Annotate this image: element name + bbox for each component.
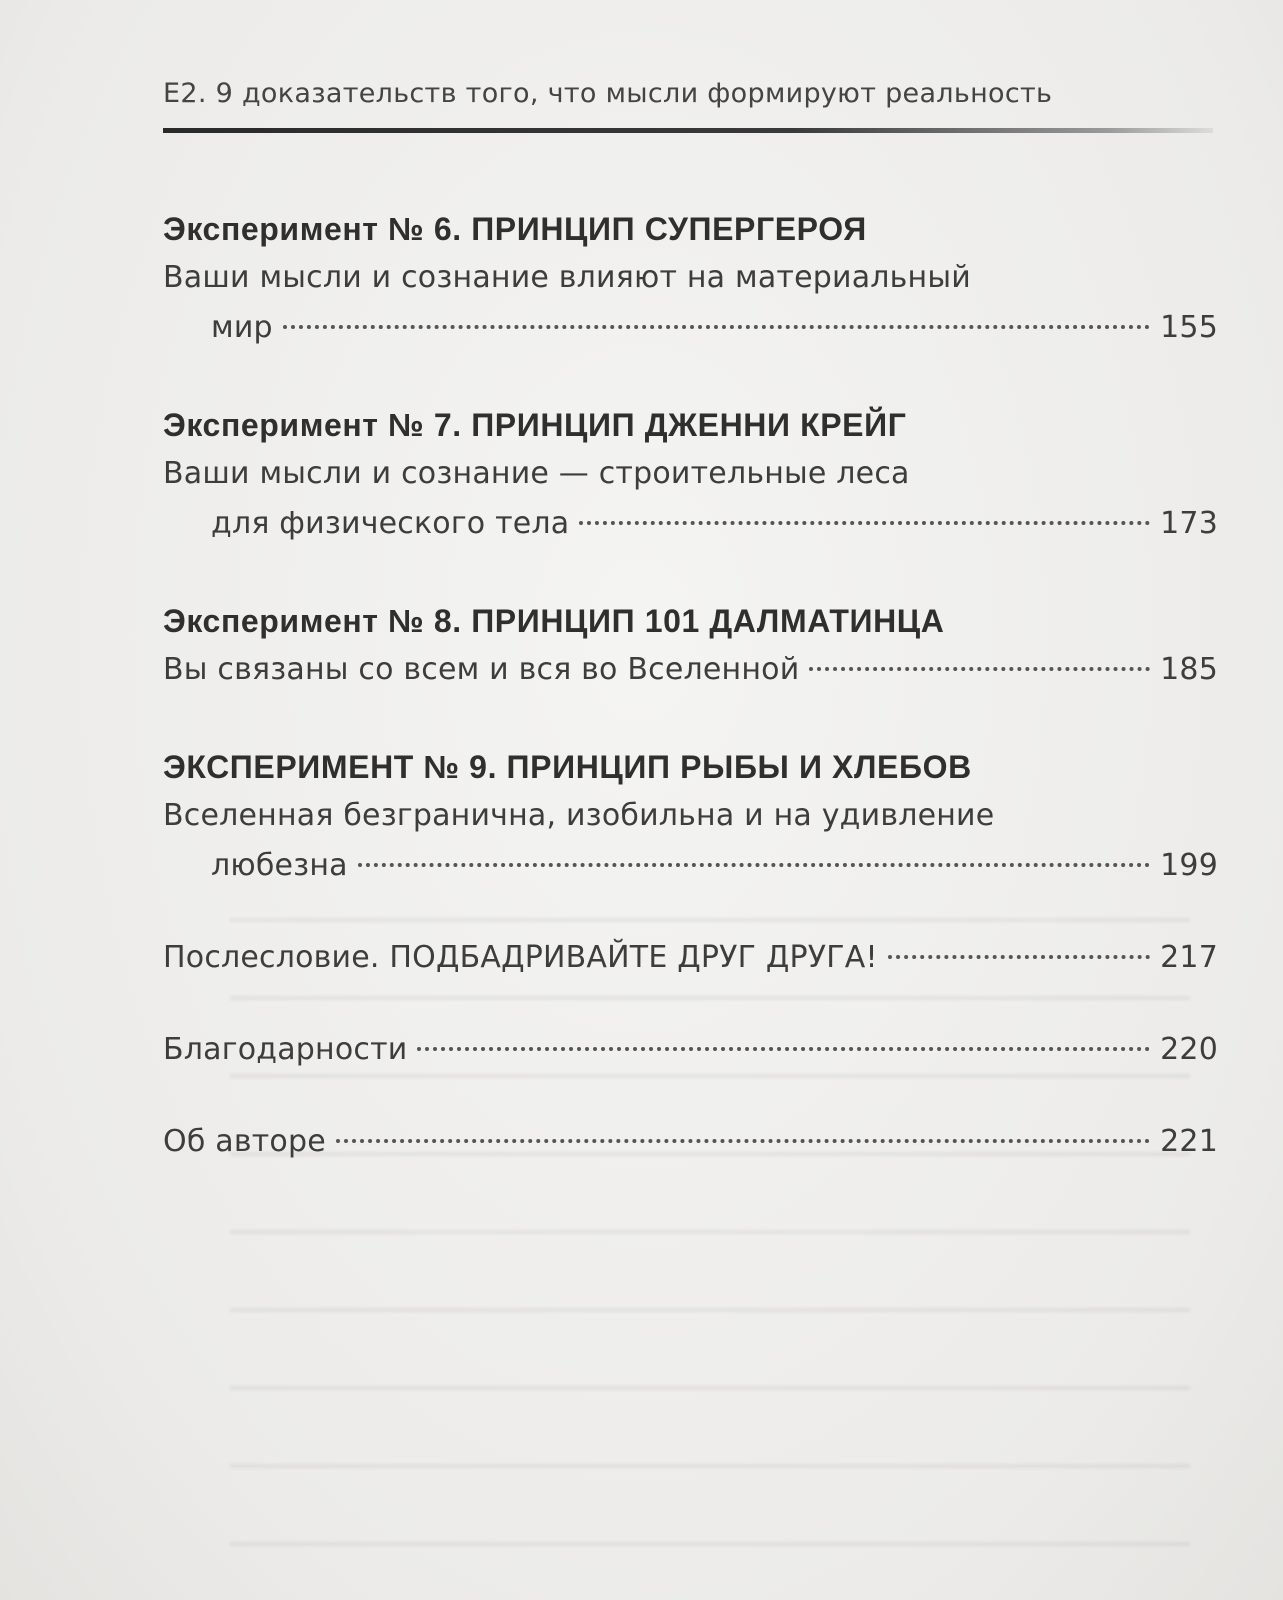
dot-leader — [358, 863, 1150, 867]
page-number: 221 — [1160, 1124, 1218, 1159]
toc-entry-subtitle-cont: для физического тела — [211, 506, 570, 541]
running-head: Е2. 9 доказательств того, что мысли формируют реальность — [163, 78, 1053, 109]
toc-entry-label: Послесловие. ПОДБАДРИВАЙТЕ ДРУГ ДРУГА! — [163, 940, 878, 975]
toc-entry-line — [163, 645, 1218, 695]
page-number: 217 — [1160, 940, 1218, 975]
toc-entry-line — [163, 1025, 1218, 1075]
page-number: 220 — [1160, 1032, 1218, 1067]
toc-entry-line — [163, 303, 1218, 353]
toc-entry-subtitle-cont: любезна — [211, 848, 348, 883]
dot-leader — [579, 521, 1150, 525]
dot-leader — [888, 955, 1150, 959]
toc-entry-line — [163, 499, 1218, 549]
toc-entry-title: Эксперимент № 7. ПРИНЦИП ДЖЕННИ КРЕЙГ — [163, 407, 907, 443]
toc-entry-subtitle: Вселенная безгранична, изобильна и на удивление — [163, 798, 995, 833]
toc-entry-subtitle: Вы связаны со всем и вся во Вселенной — [163, 652, 800, 687]
toc-entry-subtitle: Ваши мысли и сознание влияют на материальный — [163, 260, 971, 295]
toc-entry-label: Благодарности — [163, 1032, 408, 1067]
page-number: 185 — [1160, 652, 1218, 687]
page-number: 199 — [1160, 848, 1218, 883]
toc-entry-title: ЭКСПЕРИМЕНТ № 9. ПРИНЦИП РЫБЫ И ХЛЕБОВ — [163, 749, 972, 785]
toc-entry-line — [163, 1117, 1218, 1167]
table-of-contents — [163, 205, 1218, 1167]
dot-leader — [417, 1047, 1150, 1051]
toc-entry-title: Эксперимент № 8. ПРИНЦИП 101 ДАЛМАТИНЦА — [163, 603, 945, 639]
toc-entry-subtitle-cont: мир — [211, 310, 273, 345]
page-number: 173 — [1160, 506, 1218, 541]
page-number: 155 — [1160, 310, 1218, 345]
toc-entry-title: Эксперимент № 6. ПРИНЦИП СУПЕРГЕРОЯ — [163, 211, 867, 247]
dot-leader — [283, 325, 1150, 329]
toc-entry-label: Об авторе — [163, 1124, 326, 1159]
toc-entry-line — [163, 841, 1218, 891]
dot-leader — [809, 667, 1150, 671]
dot-leader — [336, 1139, 1150, 1143]
header-rule — [163, 128, 1213, 133]
toc-entry-subtitle: Ваши мысли и сознание — строительные леса — [163, 456, 910, 491]
toc-entry-line — [163, 933, 1218, 983]
